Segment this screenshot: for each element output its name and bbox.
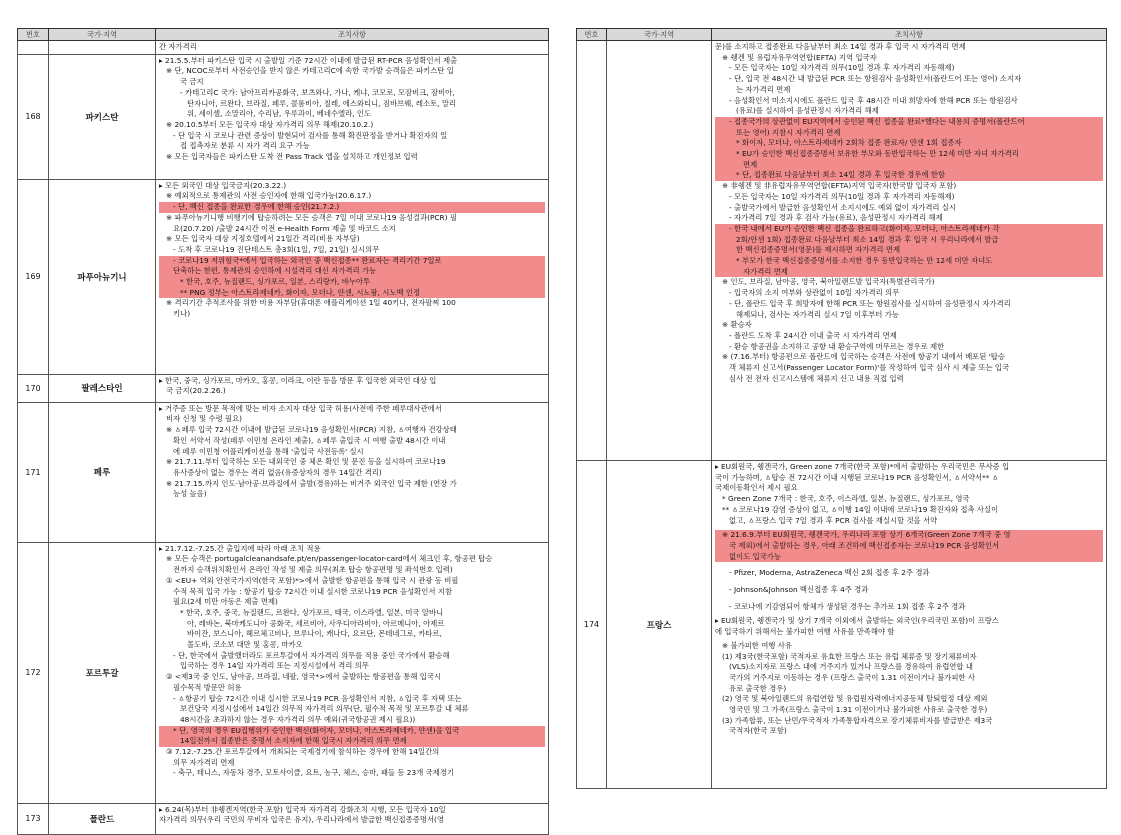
text-line: * Green Zone 7개국 : 한국, 호주, 이스라엘, 일본, 뉴질랜드, 싱가포르, 영국 xyxy=(722,494,970,504)
table-row xyxy=(18,542,549,803)
text-line: ▸ 21.5.5.부터 파키스탄 입국 시 출발일 기준 72시간 이내에 발급된 RT-PCR 음성확인서 제출 xyxy=(159,55,458,65)
text-line: - 도착 후 코로나19 진단테스트 총3회(1일, 7일, 21일) 실시의무 xyxy=(173,244,380,254)
country-name: 폴란드 xyxy=(49,803,156,834)
text-line: 해제되나, 검사는 자가격리 실시 7일 이후부터 가능 xyxy=(736,309,899,319)
row-number: 168 xyxy=(18,54,49,179)
row-number: 170 xyxy=(18,374,49,402)
text-line: 입국하는 경우 14일 자가격리 또는 지정시설에서 격리 의무 xyxy=(180,661,369,671)
text-line: - 단, 폴란드 입국 후 희망자에 한해 PCR 또는 항원검사를 실시하여 음성판정시 자가격리 xyxy=(729,298,1011,308)
text-line: 국가의 거주지로 이동하는 경우 (프랑스 출국이 1.31 이전이거나 불가피한 사 xyxy=(729,672,975,682)
header-content: 조치사항 xyxy=(156,29,549,41)
text-line: (2) 영국 및 북아일랜드의 유럽연합 및 유럽원자력에너지공동체 탈퇴협정 대상 제외 xyxy=(722,694,988,704)
text-line: 유로 출국한 경우) xyxy=(729,683,787,693)
text-line: ▸ EU회원국, 쉥겐국가, Green zone 7개국(한국 포함)*에서 출발하는 우리국민은 무사증 입 xyxy=(715,462,1010,471)
text-line: 아, 레바논, 북마케도니아 공화국, 세르비아, 사우디아라비아, 아르메니아, 아제르 xyxy=(187,618,445,628)
text-line: 48시간을 초과하지 않는 경우 자가격리 의무 예외(귀국항공권 제시 필요)) xyxy=(180,714,416,724)
text-line: 유사증상이 없는 경우는 격리 없음(유증상자의 경우 14일간 격리) xyxy=(173,467,382,477)
text-line: - 음성확인서 미소지시에도 폴란드 입국 후 48시간 이내 희망자에 한해 PCR 또는 항원검사 xyxy=(729,95,1018,105)
text-line: ※ 非쉥겐 및 非유럽자유무역연합(EFTA)지역 입국자(한국발 입국자 포함) xyxy=(722,181,957,191)
table-body xyxy=(18,41,549,835)
measures-cell xyxy=(712,41,1107,461)
text-line: - 환승 항공권을 소지하고 공항 내 환승구역에 머무르는 경우로 제한 xyxy=(729,341,945,351)
text-line: ※ ㅿ페루 입국 72시간 이내에 발급된 코로나19 음성확인서(PCR) 지참, ㅿ여행자 건강상태 xyxy=(166,425,457,435)
text-line: 국 금지(20.2.26.) xyxy=(166,386,226,396)
highlighted-line: 또는 영어) 지참시 자가격리 면제 xyxy=(715,128,1103,139)
text-line: - 카테고리C 국가: 남아프리카공화국, 보츠와나, 가나, 케냐, 코모로, 모잠비크, 잠비아, xyxy=(180,87,455,97)
table-row xyxy=(18,41,549,55)
highlighted-line: - 단, 백신 접종을 완료한 경우에 한해 승인(21.7.2.) xyxy=(159,202,545,213)
highlighted-line: - 코로나19 저위험국*에서 입국하는 외국인 중 백신접종** 완료자는 격리기간 7일로 xyxy=(159,256,545,267)
header-country: 국가·지역 xyxy=(49,29,156,41)
measures-cell xyxy=(156,803,549,834)
text-line: ③ 7.12.-7.25.간 포르투갈에서 개최되는 국제경기에 참석하는 경우에 한해 14일간의 xyxy=(166,747,440,757)
text-line: 요(20.7.20) /출발 24시간 이전 e-Health Form 제출 및 바코드 소지 xyxy=(173,223,396,233)
table-row xyxy=(577,41,1107,461)
left-page xyxy=(17,28,549,835)
text-line: 없고, ㅿ프랑스 입국 7일 경과 후 PCR 검사를 재실시할 것을 서약 xyxy=(729,515,938,525)
country-name: 팔레스타인 xyxy=(49,374,156,402)
table-row xyxy=(18,402,549,542)
text-line: 국적자(한국 포함) xyxy=(729,726,787,736)
table-body xyxy=(577,41,1107,789)
measures-cell xyxy=(156,402,549,542)
header-content: 조치사항 xyxy=(712,29,1107,41)
country-name: 프랑스 xyxy=(607,461,712,789)
text-line: 탄자니아, 르완다, 브라질, 페루, 콜롬비아, 칠레, 에스와티니, 짐바브웨, 레소토, 말리 xyxy=(187,98,457,108)
text-line: 국 금지 xyxy=(180,77,204,87)
text-line: ※ 21.7.15.까지 인도·남아공·브라질에서 출발(경유)하는 비거주 외국인 입국 제한 (연장 가 xyxy=(166,478,457,488)
header-no: 번호 xyxy=(18,29,49,41)
row-number: 172 xyxy=(18,542,49,803)
text-line: ※ 쉥겐 및 유럽자유무역연합(EFTA) 지역 입국자 xyxy=(722,52,877,62)
text-line: - 모든 입국자는 10일 자가격리 의무(10일 경과 후 자가격리 자동해제) xyxy=(729,191,955,201)
highlighted-line: 14일전까지 접종받은 증명서 소지자에 한해 입국시 자가격리 의무 면제 xyxy=(159,736,545,747)
text-line: ※ 불가피한 여행 사유 xyxy=(722,640,792,650)
highlighted-line: 한 백신접종증명서(영문)를 제시하면 자가격리 면제 xyxy=(715,245,1103,256)
text-line: 보건당국 지정시설에서 14일간 의무적 자가격리 의무(단, 필수적 목적 및 포르투갈 내 체류 xyxy=(180,704,469,714)
text-line: ※ 환승자 xyxy=(722,320,752,330)
text-line: - 자가격리 7일 경과 후 검사 가능(유료), 음성판정시 자가격리 해제 xyxy=(729,213,943,223)
text-line: ※ 모든 입국자 대상 지정호텔에서 21일간 격리(비용 자부담) xyxy=(166,234,360,244)
text-line: 능성 높음) xyxy=(173,489,207,499)
header-country: 국가·지역 xyxy=(607,29,712,41)
highlighted-line: * 한국, 호주, 뉴질랜드, 싱가포르, 일본, 스리랑카, 바누아투 xyxy=(159,277,545,288)
text-line: - ㅿ항공기 탑승 72시간 이내 실시한 코로나19 PCR 음성확인서 지참, ㅿ입국 후 자택 또는 xyxy=(173,693,462,703)
text-line: 국제이동확인서 제시 필요 xyxy=(715,483,798,493)
text-line: ※ 파푸아뉴기니행 비행기에 탑승하려는 모든 승객은 7일 이내 코로나19 음성결과(PCR) 필 xyxy=(166,212,457,222)
text-line: 의무 자가격리 면제 xyxy=(173,757,235,767)
highlighted-line: - 접종국가의 상관없이 EU지역에서 승인된 백신 접종을 완료*했다는 내용의 증명서(폴란드어 xyxy=(715,117,1103,128)
highlighted-line: * 단, 접종완료 다음날부터 최소 14일 경과 후 입국한 경우에 한함 xyxy=(715,170,1103,181)
text-line: 바이잔, 보스니아, 헤르체고비나, 브루나이, 캐나다, 요르단, 몬테네그로, 카타르, xyxy=(187,629,442,639)
highlighted-line: 2회/얀센 1회) 접종완료 다음날부터 최소 14일 경과 후 입국 시 우리나라에서 발급 xyxy=(715,235,1103,246)
measures-cell xyxy=(156,179,549,374)
text-line: (유료)를 실시하여 음성판정시 자가격리 해제 xyxy=(736,106,879,116)
text-line: - Johnson&Johnson 백신접종 후 4주 경과 xyxy=(729,585,869,595)
text-line: 에 페루 이민청 어플리케이션을 통해 '출입국 사전등록' 실시 xyxy=(173,446,364,456)
highlighted-line: ※ 21.6.9.부터 EU회원국, 쉥겐국가, 우리나라 포함 상기 6개국(Green Zone 7개국 중 영 xyxy=(715,530,1103,541)
country-name: 파푸아뉴기니 xyxy=(49,179,156,374)
text-line: - 모든 입국자는 10일 자가격리 의무(10일 경과 후 자가격리 자동해제) xyxy=(729,63,955,73)
measures-cell xyxy=(156,374,549,402)
text-line: 키나) xyxy=(173,309,191,319)
text-line: * 한국, 호주, 중국, 뉴질랜드, 르완다, 싱가포르, 태국, 이스라엘, 일본, 미국 알바니 xyxy=(180,607,444,617)
measures-table-right xyxy=(576,28,1107,789)
text-line: - 단, 한국에서 출발했더라도 포르투갈에서 자가격리 의무를 적용 중인 국가에서 환승해 xyxy=(173,650,450,660)
text-line: - Pfizer, Moderna, AstraZeneca 백신 2회 접종 후 2주 경과 xyxy=(729,568,930,578)
text-line: 접 접촉자로 분류 시 자가 격리 요구 가능 xyxy=(180,141,310,151)
text-line: 국이 가능하며, ㅿ탑승 전 72시간 이내 시행된 코로나19 PCR 음성확인서, ㅿ서약서** ㅿ xyxy=(715,472,999,482)
text-line: 몰도바, 코소보 대만 및 홍콩, 마카오 xyxy=(187,640,303,650)
country-name: 파키스탄 xyxy=(49,54,156,179)
row-number: 173 xyxy=(18,803,49,834)
text-line: ※ 20.10.5부터 모든 입국자 대상 자가격리 의무 해제(20.10.2.) xyxy=(166,119,374,129)
text-line: 비자 신청 및 수령 필요) xyxy=(166,414,243,424)
highlighted-line: 국 제외)에서 출발하는 경우, 아래 조건하에 백신접종자는 코로나19 PCR 음성확인서 xyxy=(715,541,1103,552)
highlighted-line: * EU가 승인한 백신접종증명서 보유한 부모와 동반입국하는 만 12세 미만 자녀 자가격리 xyxy=(715,149,1103,160)
text-line: 영국민 및 그 가족(프랑스 출국이 1.31 이전이거나 불가피한 사유로 출국한 경우) xyxy=(729,705,988,715)
text-line: ▸ 21.7.12.-7.25.간 출입지에 따라 아래 조치 적용 xyxy=(159,543,321,553)
country-name: 포르투갈 xyxy=(49,542,156,803)
text-line: (3) 가족합류, 또는 난민/무국적자 가족통합자격으로 장기체류비자를 발급받은 제3국 xyxy=(722,715,993,725)
text-line: ▸ 거주증 또는 방문 목적에 맞는 비자 소지자 대상 입국 허용(사전에 주한 페루대사관에서 xyxy=(159,403,442,413)
text-line: - 폴란드 도착 후 24시간 이내 출국 시 자가격리 면제 xyxy=(729,330,897,340)
highlighted-line: 없이도 입국가능 xyxy=(715,552,1103,563)
country-name xyxy=(49,41,156,55)
highlighted-line: ** PNG 정부는 아스트라제네카, 화이자, 모더나, 얀센, 시노팜, 시노백 인정 xyxy=(159,288,545,299)
text-line: - 출발국가에서 발급한 음성확인서 소지시에도 예외 없이 자가격리 실시 xyxy=(729,202,957,212)
measures-cell xyxy=(156,41,549,55)
text-line: 문)를 소지하고 접종완료 다음날부터 최소 14일 경과 후 입국 시 자가격리 면제 xyxy=(715,42,966,51)
right-page xyxy=(576,28,1107,789)
text-line: 위, 세이셸, 소말리아, 수리남, 우루과이, 베네수엘라, 인도 xyxy=(187,109,372,119)
row-number: 169 xyxy=(18,179,49,374)
row-number xyxy=(18,41,49,55)
text-line: 간 자가격리 xyxy=(159,42,197,51)
text-line: ※ (7.16.부터) 항공편으로 폴란드에 입국하는 승객은 사전에 항공기 내에서 배포된 '탑승 xyxy=(722,352,1005,362)
table-row xyxy=(18,54,549,179)
measures-cell xyxy=(156,54,549,179)
text-line: 필수목적 방문만 허용 xyxy=(173,682,242,692)
table-row xyxy=(18,803,549,834)
measures-cell xyxy=(712,461,1107,789)
text-line: - 단 입국 시 코로나 관련 증상이 발현되어 검사를 통해 확진판정을 받거나 확진자의 밀 xyxy=(173,130,448,140)
text-line: - 축구, 테니스, 자동차 경주, 모토사이클, 요트, 농구, 체스, 승마, 패들 등 23개 국제경기 xyxy=(173,768,454,778)
highlighted-line: * 단, 영국의 경우 EU집행위가 승인한 백신(화이자, 모더나, 아스트라제네카, 얀센)을 입국 xyxy=(159,726,545,737)
table-row xyxy=(577,461,1107,789)
highlighted-line: - 한국 내에서 EU가 승인한 백신 접종을 완료하고(화이자, 모더나, 아스트라제네카 각 xyxy=(715,224,1103,235)
text-line: ※ 예외적으로 통제관의 사전 승인자에 한해 입국가능(20.6.17.) xyxy=(166,191,372,201)
text-line: 확인 서약서 작성(페루 이민청 온라인 제출), ㅿ페루 출입국 시 여행 출발 48시간 이내 xyxy=(173,435,446,445)
text-line: - 입국자의 소지 여부와 상관없이 10일 자가격리 의무 xyxy=(729,288,900,298)
highlighted-line: 자가격리 면제 xyxy=(715,267,1103,278)
text-line: ▸ 한국, 중국, 싱가포르, 마카오, 홍콩, 이라크, 이란 등을 방문 후 입국한 외국인 대상 입 xyxy=(159,375,437,385)
text-line: ▸ 모든 외국인 대상 입국금지(20.3.22.) xyxy=(159,180,287,190)
text-line: 자가격리 의무(우리 국민의 무비자 입국은 유지), 우리나라에서 발급한 백신접종증명서(영 xyxy=(159,815,444,825)
measures-table-left xyxy=(17,28,549,835)
text-line: ② <제3국 중 인도, 남아공, 브라질, 네팔, 영국*>에서 출발하는 항공편을 통해 입국시 xyxy=(166,672,442,682)
table-row xyxy=(18,179,549,374)
text-line: ※ 모든 승객은 portugalcleanandsafe.pt/en/passenger-locator-card에서 체크인 후, 항공편 탑승 xyxy=(166,554,493,564)
text-line: ※ 21.7.11.부터 입국하는 모든 내외국인 중 체온 확인 및 문진 등을 실시하여 코로나19 xyxy=(166,457,446,467)
text-line: ** ㅿ코로나19 감염 증상이 없고, ㅿ이행 14일 이내에 코로나19 확진자와 접촉 사실이 xyxy=(722,504,999,514)
table-row xyxy=(18,374,549,402)
country-name xyxy=(607,41,712,461)
text-line: 는 자가격리 면제 xyxy=(736,84,791,94)
text-line: 필요(2세 미만 아동은 제출 면제) xyxy=(173,597,278,607)
row-number: 174 xyxy=(577,461,607,789)
text-line: ▸ 6.24(목)부터 非쉥겐지역(한국 포함) 입국자 자가격리 강화조치 시행, 모든 입국자 10일 xyxy=(159,804,446,814)
text-line: (VLS)소지자로 프랑스 내에 거주지가 있거나 프랑스를 경유하여 유럽연합 내 xyxy=(729,662,973,672)
row-number xyxy=(577,41,607,461)
text-line: ※ 인도, 브라질, 남아공, 영국, 북아일랜드발 입국자(특별관리국가) xyxy=(722,277,935,287)
header-row xyxy=(577,29,1107,41)
header-row xyxy=(18,29,549,41)
text-line: 에 입국하기 위해서는 불가피한 여행 사유를 만족해야 함 xyxy=(715,627,895,637)
highlighted-line: 면제 xyxy=(715,160,1103,171)
country-name: 페루 xyxy=(49,402,156,542)
text-line: 전까지 승객위치확인서 온라인 작성 및 제출 의무(최초 탑승 항공편명 및 좌석번호 입력) xyxy=(173,565,453,575)
text-line: ※ 단, NCOC로부터 사전승인을 받지 않은 카테고리C에 속한 국가발 승객들은 파키스탄 입 xyxy=(166,66,454,76)
text-line: 수적 목적 입국 가능 : 항공기 탑승 72시간 이내 실시한 코로나19 PCR 음성확인서 지참 xyxy=(173,586,452,596)
measures-cell xyxy=(156,542,549,803)
header-no: 번호 xyxy=(577,29,607,41)
text-line: ※ 모든 입국자들은 파키스탄 도착 전 Pass Track 앱을 설치하고 개인정보 입력 xyxy=(166,152,418,162)
highlighted-line: 단축하는 한편, 통제관의 승인하에 시설격리 대신 자가격리 가능 xyxy=(159,266,545,277)
text-line: ① <EU+ 역외 안전국가지역(한국 포함)*>에서 출발한 항공편을 통해 입국 시 관광 등 비필 xyxy=(166,575,459,585)
text-line: - 코로나에 기감염되어 항체가 생성된 경우는 추가로 1회 접종 후 2주 경과 xyxy=(729,601,966,611)
text-line: - 단, 입국 전 48시간 내 발급된 PCR 또는 항원검사 음성확인서(폴란드어 또는 영어) 소지자 xyxy=(729,74,1022,84)
row-number: 171 xyxy=(18,402,49,542)
text-line: 객 체류지 신고서(Passenger Locator Form)'를 작성하여 입국 심사 시 제출 또는 입국 xyxy=(729,363,1010,373)
text-line: ▸ EU회원국, 쉥겐국가 및 상기 7개국 이외에서 출발하는 외국인(우리국민 포함)이 프랑스 xyxy=(715,616,999,626)
text-line: ※ 격리기간 추적조사를 위한 비용 자부담(휴대폰 애플리케이션 1일 40키나, 전자팔찌 100 xyxy=(166,298,456,308)
text-line: 심사 전 전자 신고시스템에 체류지 신고 내용 직접 입력 xyxy=(729,373,904,383)
highlighted-line: * 부모가 한국 백신접종증명서를 소지한 경우 동반입국하는 만 12세 미만 자녀도 xyxy=(715,256,1103,267)
text-line: (1) 제3국(한국포함) 국적자로 유효한 프랑스 또는 유럽 체류증 및 장기체류비자 xyxy=(722,651,977,661)
highlighted-line: * 화이자, 모더나, 아스트라제네카 2회차 접종 완료자/ 얀센 1회 접종자 xyxy=(715,138,1103,149)
